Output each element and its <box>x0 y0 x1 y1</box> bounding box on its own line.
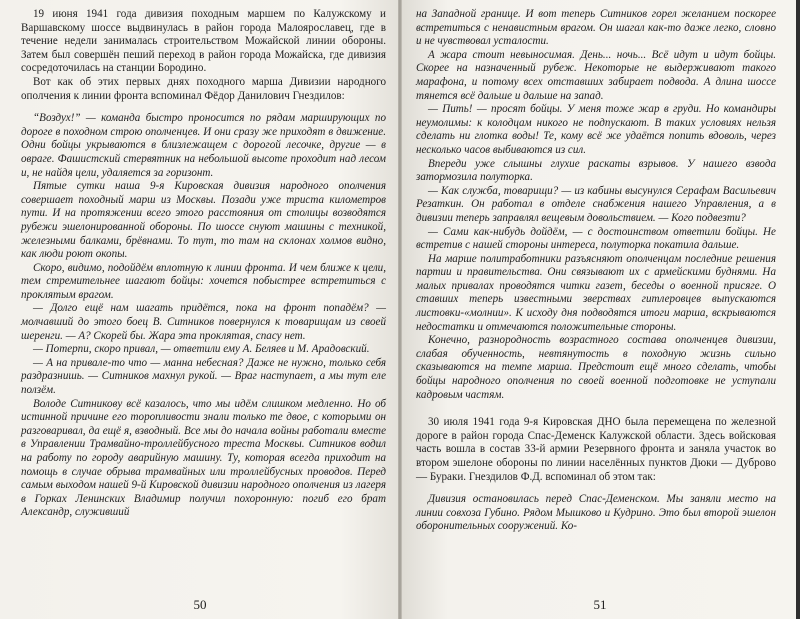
quote-paragraph: Пятые сутки наша 9-я Кировская дивизия народного ополчения совершает походный марш из Москвы. Позади уже триста километров пути. И на протяжении всего этого расстояния от столицы возводятся рубежи эшелонированной обороны. По шоссе снуют машины с техникой, железными балками, брёвнами. То тут, то там на склонах холмов видно, как люди роют окопы. <box>21 180 386 261</box>
paragraph: 19 июня 1941 года дивизия походным маршем по Калужскому и Варшавскому шоссе выдвинулась в район города Малоярославец, где в течение недели занималась строительством Можайской линии обороны. Затем был совершён пеший переход в район города Можайска, где дивизия сосредоточилась на станции Бородино. <box>21 8 386 75</box>
quote-paragraph: — Потерпи, скоро привал, — ответили ему А. Беляев и М. Арадовский. <box>33 343 370 356</box>
quote-paragraph: — Пить! — просят бойцы. У меня тоже жар в груди. Но командиры неумолимы: к колодцам никого не подпускают. В таких условиях нельзя сделать ни глотка воды! Те, кому всё же удаётся попить вдоволь, через несколько часов выбиваются из сил. <box>416 103 776 156</box>
quote-paragraph: Скоро, видимо, подойдём вплотную к линии фронта. И чем ближе к цели, тем стремительнее шагают бойцы: хочется побыстрее встретиться с проклятым врагом. <box>21 261 386 301</box>
right-page <box>400 0 800 619</box>
quote-paragraph: “Воздух!” — команда быстро проносится по рядам марширующих по дороге в походном строю ополченцев. И они сразу же приходят в движение. Одни бойцы укрываются в близлежащем с дорогой лесочке, другие — в овраге. Фашистский стервятник на небольшой высоте проходит над лесом и, не найдя цели, удаляется за горизонт. <box>21 112 386 179</box>
quote-paragraph: На марше политработники разъясняют ополченцам последние решения партии и правительства. Они связывают их с армейскими буднями. На малых привалах проводятся читки газет, беседы о военной присяге. О ставших теперь известными зверствах гитлеровцев выпускаются листовки-«молнии». К исходу дня подводятся итоги марша, вскрываются недостатки и отмечаются положительные стороны. <box>416 252 776 333</box>
page-number: 50 <box>193 597 207 612</box>
quote-paragraph: — Долго ещё нам шагать придётся, пока на фронт попадём? — молчавший до этого боец В. Ситников повернулся к товарищам из своей шеренги. — А? Скорей бы. Жара эта проклятая, спасу нет. <box>21 302 386 342</box>
paragraph: 30 июля 1941 года 9-я Кировская ДНО была перемещена по железной дороге в район города Спас-Деменск Калужской области. Здесь войсковая часть вошла в состав 33-й армии Резервного фронта и заняла участок во втором эшелоне обороны по линии населённых пунктов Дюки — Дуброво — Бураки. Гнездилов Ф.Д. вспоминал об этом так: <box>416 416 776 483</box>
quote-paragraph: — А на привале-то что — манна небесная? Даже не нужно, только себя раздразнишь. — Ситников махнул рукой. — Враг наступает, а мы тут еле ползём. <box>21 356 386 397</box>
page-number: 51 <box>593 597 607 612</box>
quote-paragraph: Конечно, разнородность возрастного состава ополченцев дивизии, слабая обученность, невтянутость в походную жизнь сильно сказываются на темпе марша. Предстоит ещё много сделать, чтобы бойцы народного ополчения по своей военной подготовке не уступали кадровым частям. <box>416 334 776 401</box>
paragraph: Вот как об этих первых днях походного марша Дивизии народного ополчения к линии фронта вспоминал Фёдор Данилович Гнездилов: <box>21 75 386 102</box>
quote-paragraph: — Сами как-нибудь дойдём, — с достоинством ответили бойцы. Не встретив с нашей стороны интереса, полуторка покатила дальше. <box>416 225 776 252</box>
page-edge <box>796 0 800 619</box>
book-gutter <box>398 0 402 619</box>
quote-paragraph: — Как служба, товарищи? — из кабины высунулся Серафам Васильевич Резаткин. Он работал в отделе снабжения нашего Управления, а в дивизии теперь заправлял вещевым довольствием. — Кого подвезти? <box>416 184 776 224</box>
quote-paragraph: А жара стоит невыносимая. День... ночь... Всё идут и идут бойцы. Скорее на назначенный рубеж. Некоторые не выдерживают такого марафона, и потому всех отставших забирает подвода. А длина шоссе тянется всё дальше и дальше на запад. <box>416 48 776 102</box>
quote-paragraph: Впереди уже слышны глухие раскаты взрывов. У нашего взвода затормозила полуторка. <box>416 157 776 184</box>
quote-paragraph: Володе Ситникову всё казалось, что мы идём слишком медленно. Но об истинной причине его торопливости знали только те двое, с которыми он разговаривал, да ещё я, взводный. Все мы до начала войны работали вместе в Управлении Трамвайно-троллейбусного треста Москвы. Ситников водил на работу по городу аварийную машину. Ту, которая всегда приходит на помощь в случае обрыва трамвайных или троллейбусных проводов. Перед самым выходом нашей 9-й Кировской дивизии народного ополчения из лагеря в Горках Ленинских Владимир получил похоронную: погиб его брат Александр, служивший <box>21 397 386 519</box>
quote-paragraph: на Западной границе. И вот теперь Ситников горел желанием поскорее встретиться с ненавистным врагом. Он шагал как-то даже легко, словно и не чувствовал усталости. <box>416 8 776 48</box>
quote-paragraph: Дивизия остановилась перед Спас-Деменском. Мы заняли место на линии совхоза Губино. Рядом Мышково и Кудрино. Это был второй эшелон оборонительных сооружений. Ко- <box>416 493 776 533</box>
